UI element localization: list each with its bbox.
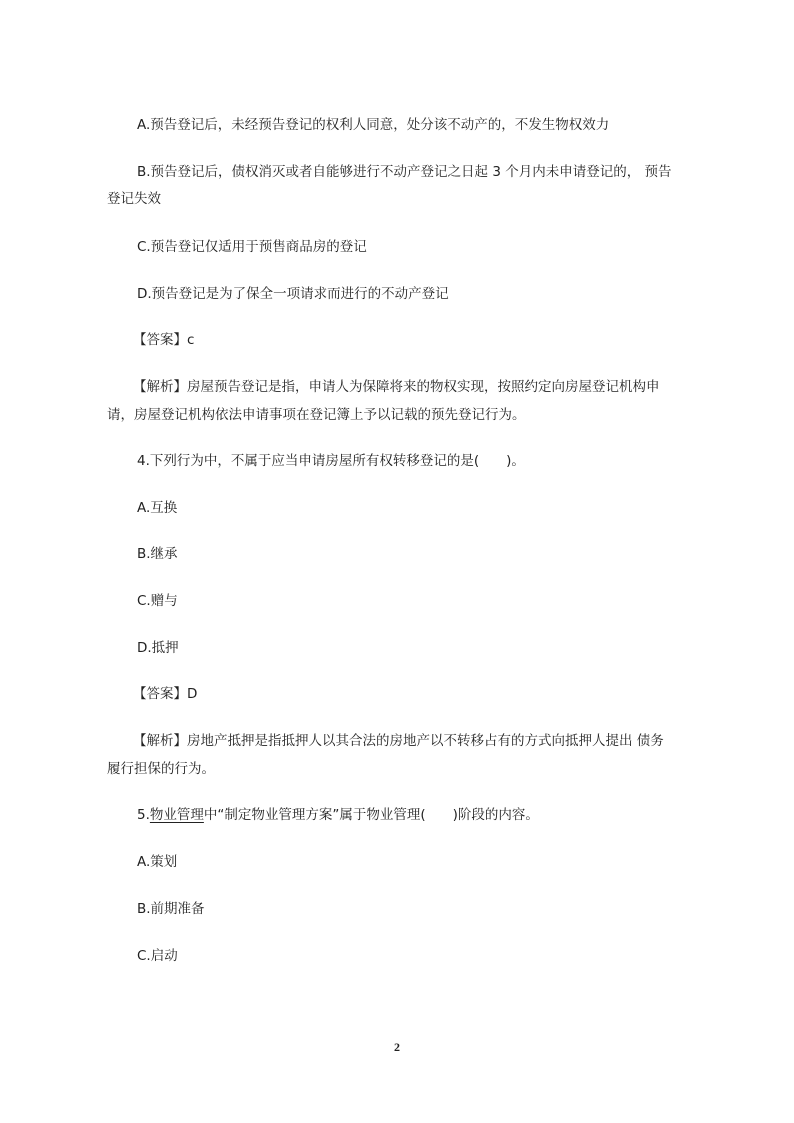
q5-question [137, 805, 794, 825]
q4-analysis-line1: 【解析】房地产抵押是指抵押人以其合法的房地产以不转移占有的方式向抵押人提出 债务 [133, 733, 664, 749]
q3-answer: 【答案】c [133, 332, 195, 348]
q4-option-b: B.继承 [137, 546, 178, 562]
q3-analysis-line1: 【解析】房屋预告登记是指，申请人为保障将来的物权实现，按照约定向房屋登记机构申 [133, 379, 660, 395]
q4-option-a: A.互换 [137, 500, 178, 516]
q5-option-b: B.前期准备 [137, 901, 205, 917]
q5-question-suffix: 中“制定物业管理方案”属于物业管理( )阶段的内容。 [203, 807, 539, 823]
q5-option-a: A.策划 [137, 854, 178, 870]
q5-question-link[interactable]: 物业管理 [149, 807, 204, 823]
q4-analysis-line2: 履行担保的行为。 [107, 761, 215, 777]
q4-option-c: C.赠与 [137, 593, 178, 609]
q4-option-d: D.抵押 [137, 640, 179, 656]
q3-option-b-line2: 登记失效 [107, 191, 161, 207]
q3-option-b-line1: B.预告登记后，债权消灭或者自能够进行不动产登记之日起 3 个月内未申请登记的， 预告 [137, 164, 672, 180]
page-number: 2 [394, 1040, 400, 1054]
q4-question: 4.下列行为中，不属于应当申请房屋所有权转移登记的是( )。 [137, 453, 525, 469]
q3-option-c: C.预告登记仅适用于预售商品房的登记 [137, 239, 367, 255]
q3-option-d: D.预告登记是为了保全一项请求而进行的不动产登记 [137, 286, 449, 302]
q5-question-prefix: 5. [137, 807, 150, 823]
q4-answer: 【答案】D [133, 686, 198, 702]
q3-option-a: A.预告登记后，未经预告登记的权利人同意，处分该不动产的，不发生物权效力 [137, 117, 610, 133]
q5-option-c: C.启动 [137, 948, 178, 964]
q3-analysis-line2: 请，房屋登记机构依法申请事项在登记簿上予以记载的预先登记行为。 [107, 407, 526, 423]
